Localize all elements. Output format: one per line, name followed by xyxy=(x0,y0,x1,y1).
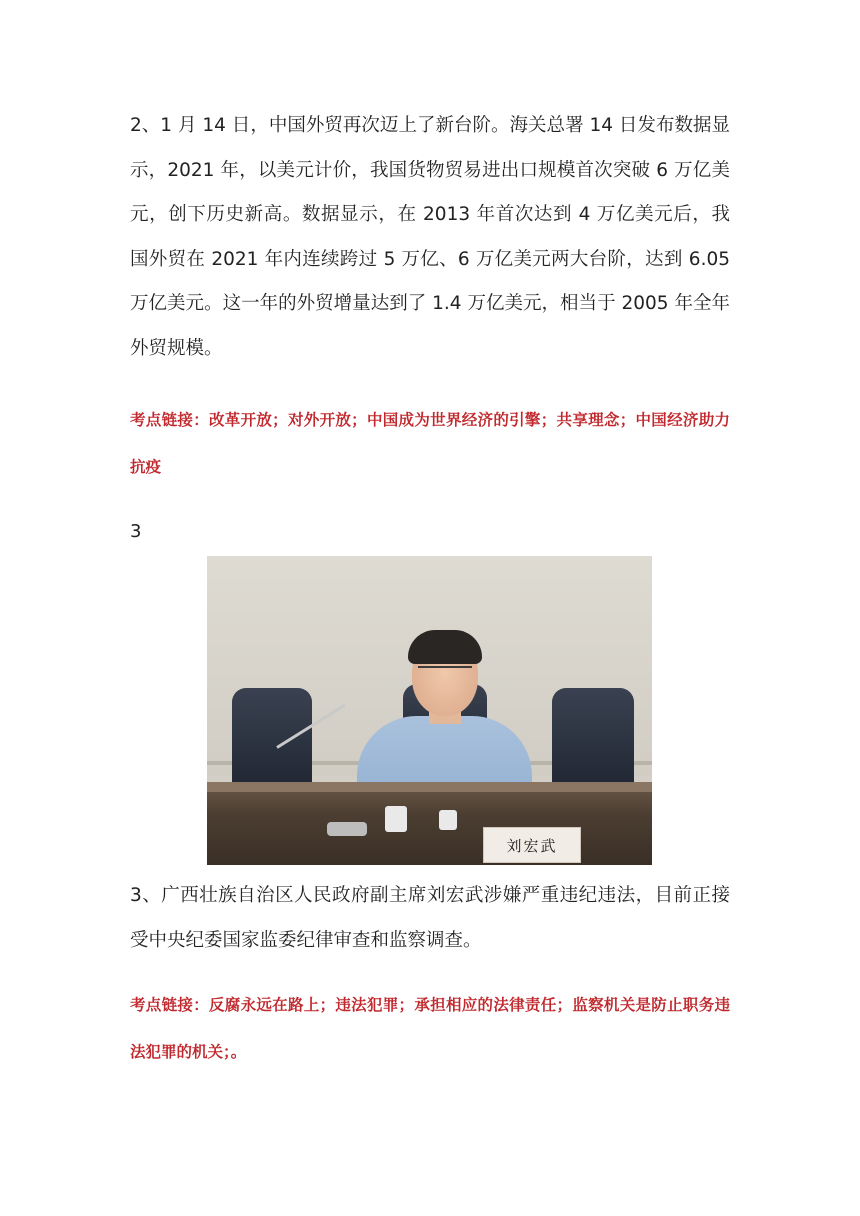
photo-table xyxy=(207,782,652,865)
photo-table-edge xyxy=(207,782,652,792)
photo-cup xyxy=(439,810,457,830)
photo-microphone-base xyxy=(327,822,367,836)
photo-nameplate: 刘宏武 xyxy=(483,827,581,863)
photo-person-hair xyxy=(408,630,482,664)
item2-paragraph: 2、1 月 14 日，中国外贸再次迈上了新台阶。海关总署 14 日发布数据显示，2021 年，以美元计价，我国货物贸易进出口规模首次突破 6 万亿美元，创下历史新高。数据显示，在 2013 年首次达到 4 万亿美元后，我国外贸在 2021 年内连续跨过 5 万亿、6 万亿美元两大台阶，达到 6.05 万亿美元。这一年的外贸增量达到了 1.4 万亿美元，相当于 2005 年全年外贸规模。 xyxy=(130,115,730,359)
photo-glasses xyxy=(418,666,472,680)
item3-number: 3 xyxy=(130,521,142,542)
item3-exam-link: 考点链接：反腐永远在路上；违法犯罪；承担相应的法律责任；监察机关是防止职务违法犯罪的机关；。 xyxy=(130,996,730,1061)
item3-paragraph: 3、广西壮族自治区人民政府副主席刘宏武涉嫌严重违纪违法，目前正接受中央纪委国家监委纪律审查和监察调查。 xyxy=(130,885,730,951)
item2-exam-link: 考点链接：改革开放；对外开放；中国成为世界经济的引擎；共享理念；中国经济助力抗疫 xyxy=(130,411,730,476)
news-photo xyxy=(207,556,652,865)
photo-cup xyxy=(385,806,407,832)
